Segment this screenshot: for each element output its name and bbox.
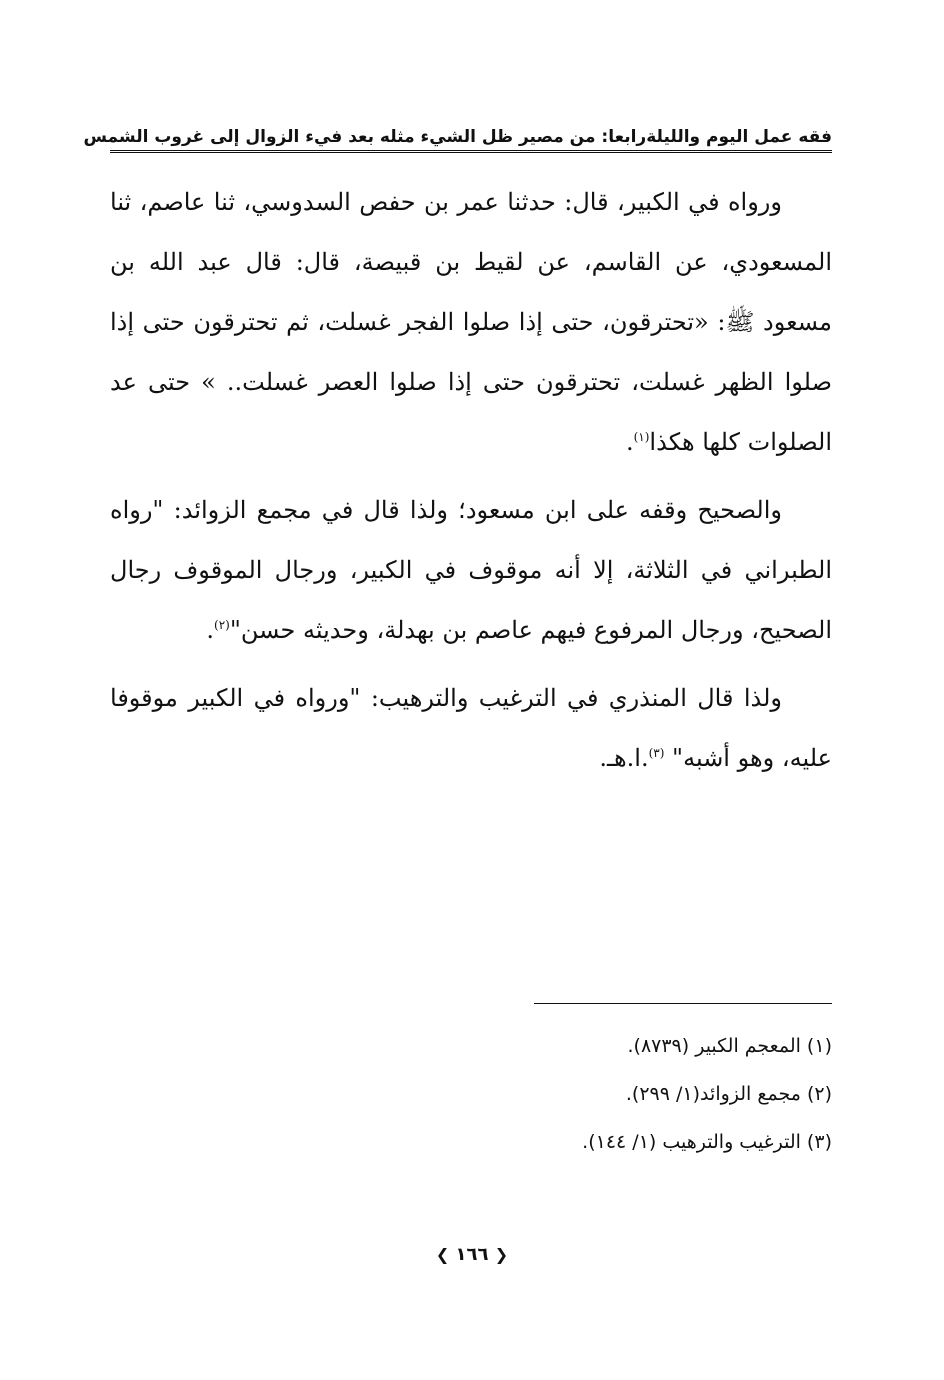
footnote-ref-3: (٣) [648, 746, 665, 760]
paragraph-1-end: . [625, 428, 634, 456]
paragraph-2-text: والصحيح وقفه على ابن مسعود؛ ولذا قال في مجمع الزوائد: "رواه الطبراني في الثلاثة، إلا أنه موقوف في الكبير، ورجال الموقوف رجال الصحيح، ورجال المرفوع فيهم عاصم بن بهدلة، وحديثه حسن" [110, 496, 832, 644]
page-number [0, 1244, 944, 1265]
footnote-3: (٣) الترغيب والترهيب (١/ ١٤٤). [582, 1131, 832, 1153]
footnote-ref-2: (٢) [214, 618, 230, 632]
footnotes [110, 1022, 832, 1166]
paragraph-2-end: . [206, 616, 214, 644]
paragraph-3 [110, 668, 832, 788]
ornament-left-icon: ❮ [494, 1245, 509, 1264]
footnote-2: (٢) مجمع الزوائد(١/ ٢٩٩). [625, 1083, 832, 1105]
body-text [110, 172, 832, 796]
paragraph-1-text: ورواه في الكبير، قال: حدثنا عمر بن حفص السدوسي، ثنا عاصم، ثنا المسعودي، عن القاسم، عن لقيط بن قبيصة، قال: قال عبد الله بن مسعود ﷺ: «تحترقون، حتى إذا صلوا الفجر غسلت، ثم تحترقون حتى إذا صلوا الظهر غسلت، تحترقون حتى إذا صلوا العصر غسلت.. » حتى عد الصلوات كلها هكذا [110, 188, 832, 456]
page-number-value: ١٦٦ [455, 1244, 489, 1265]
footnote-1: (١) المعجم الكبير (٨٧٣٩). [627, 1035, 832, 1057]
page-header [83, 122, 832, 153]
book-title: فقه عمل اليوم والليلة [646, 127, 832, 147]
footnote-divider [534, 1003, 832, 1004]
section-title: رابعا: من مصير ظل الشيء مثله بعد فيء الزوال إلى غروب الشمس [83, 127, 647, 147]
paragraph-2 [110, 480, 832, 660]
paragraph-3-text: ولذا قال المنذري في الترغيب والترهيب: "ورواه في الكبير موقوفا عليه، وهو أشبه" [110, 684, 832, 772]
paragraph-3-end: .ا.هـ. [599, 744, 649, 772]
paragraph-1 [110, 172, 832, 472]
ornament-right-icon: ❯ [435, 1245, 450, 1264]
footnote-ref-1: (١) [633, 430, 650, 444]
